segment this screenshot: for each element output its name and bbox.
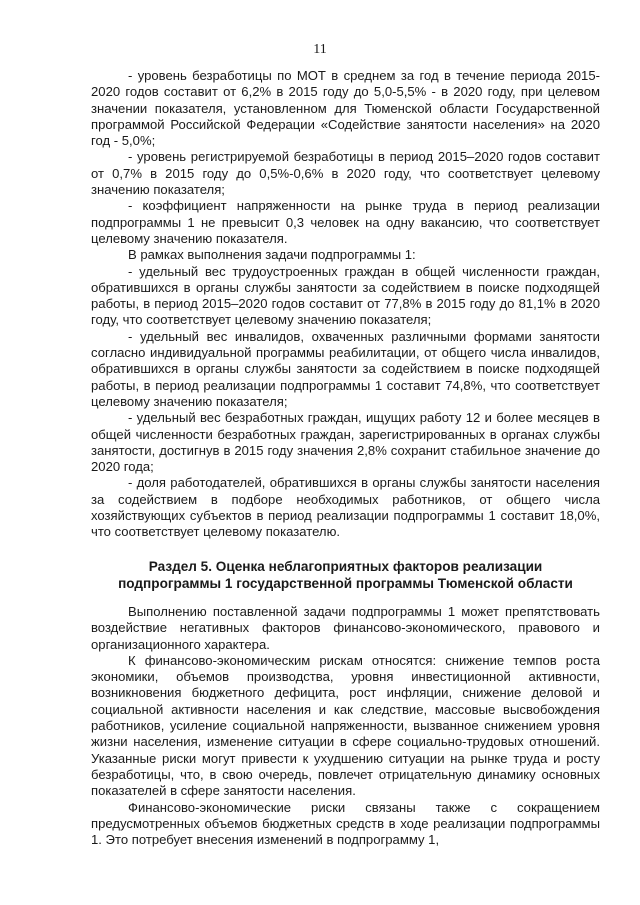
paragraph: - удельный вес трудоустроенных граждан в общей численности граждан, обратившихся в органы службы занятости за содействием в поиске подходящей работы, в период 2015–2020 годов составит от 77,8% в 2015 году до 81,1% в 2020 году, что соответствует целевому значению показателя; <box>91 263 600 328</box>
section-heading-line-2: подпрограммы 1 государственной программы Тюменской области <box>118 576 573 591</box>
page-number: 11 <box>313 42 327 57</box>
paragraph: - доля работодателей, обратившихся в органы службы занятости населения за содействием в подборе необходимых работников, от общего числа хозяйствующих субъектов в период реализации подпрограммы 1 составит 18,0%, что соответствует целевому показателю. <box>91 475 600 540</box>
section-heading-line-1: Раздел 5. Оценка неблагоприятных факторов реализации <box>148 559 543 574</box>
paragraph: - коэффициент напряженности на рынке труда в период реализации подпрограммы 1 не превысит 0,3 человек на одну вакансию, что соответствует целевому значению показателя. <box>91 198 600 246</box>
paragraph: В рамках выполнения задачи подпрограммы 1: <box>128 247 416 263</box>
paragraph: - удельный вес безработных граждан, ищущих работу 12 и более месяцев в общей численности безработных граждан, зарегистрированных в органах службы занятости, достигнув в 2015 году значения 2,8% сохранит стабильное значение до 2020 года; <box>91 410 600 475</box>
risks-section-text <box>91 604 600 848</box>
results-section-text <box>91 68 600 541</box>
paragraph: - удельный вес инвалидов, охваченных различными формами занятости согласно индивидуальной программы реабилитации, от общего числа инвалидов, обратившихся в органы службы занятости за содействием в поиске подходящей работы, в период реализации подпрограммы 1 составит 74,8%, что соответствует целевому значению показателя; <box>91 328 600 409</box>
paragraph: Выполнению поставленной задачи подпрограммы 1 может препятствовать воздействие негативных факторов финансово-экономического, правового и организационного характера. <box>91 604 600 652</box>
paragraph: К финансово-экономическим рискам относятся: снижение темпов роста экономики, объемов производства, уровня инвестиционной активности, возникновения бюджетного дефицита, рост инфляции, снижение деловой и социальной активности населения и как следствие, массовые высвобождения работников, усиление социальной напряженности, вызванное снижением уровня жизни населения, изменение ситуации в сфере социально-трудовых отношений. Указанные риски могут привести к ухудшению ситуации на рынке труда и росту безработицы, что, в свою очередь, повлечет отрицательную динамику основных показателей в сфере занятости населения. <box>91 652 600 799</box>
paragraph: Финансово-экономические риски связаны также с сокращением предусмотренных объемов бюджетных средств в ходе реализации подпрограммы 1. Это потребует внесения изменений в подпрограмму 1, <box>91 799 600 848</box>
paragraph: - уровень безработицы по МОТ в среднем за год в течение периода 2015-2020 годов составит от 6,2% в 2015 году до 5,0-5,5% - в 2020 году, при целевом значении показателя, установленном для Тюменской области Государственной программой Российской Федерации «Содействие занятости населения» на 2020 год - 5,0%; <box>91 68 600 149</box>
paragraph: - уровень регистрируемой безработицы в период 2015–2020 годов составит от 0,7% в 2015 году до 0,5%-0,6% в 2020 году, что соответствует целевому значению показателя; <box>91 149 600 198</box>
section-heading <box>91 558 600 592</box>
